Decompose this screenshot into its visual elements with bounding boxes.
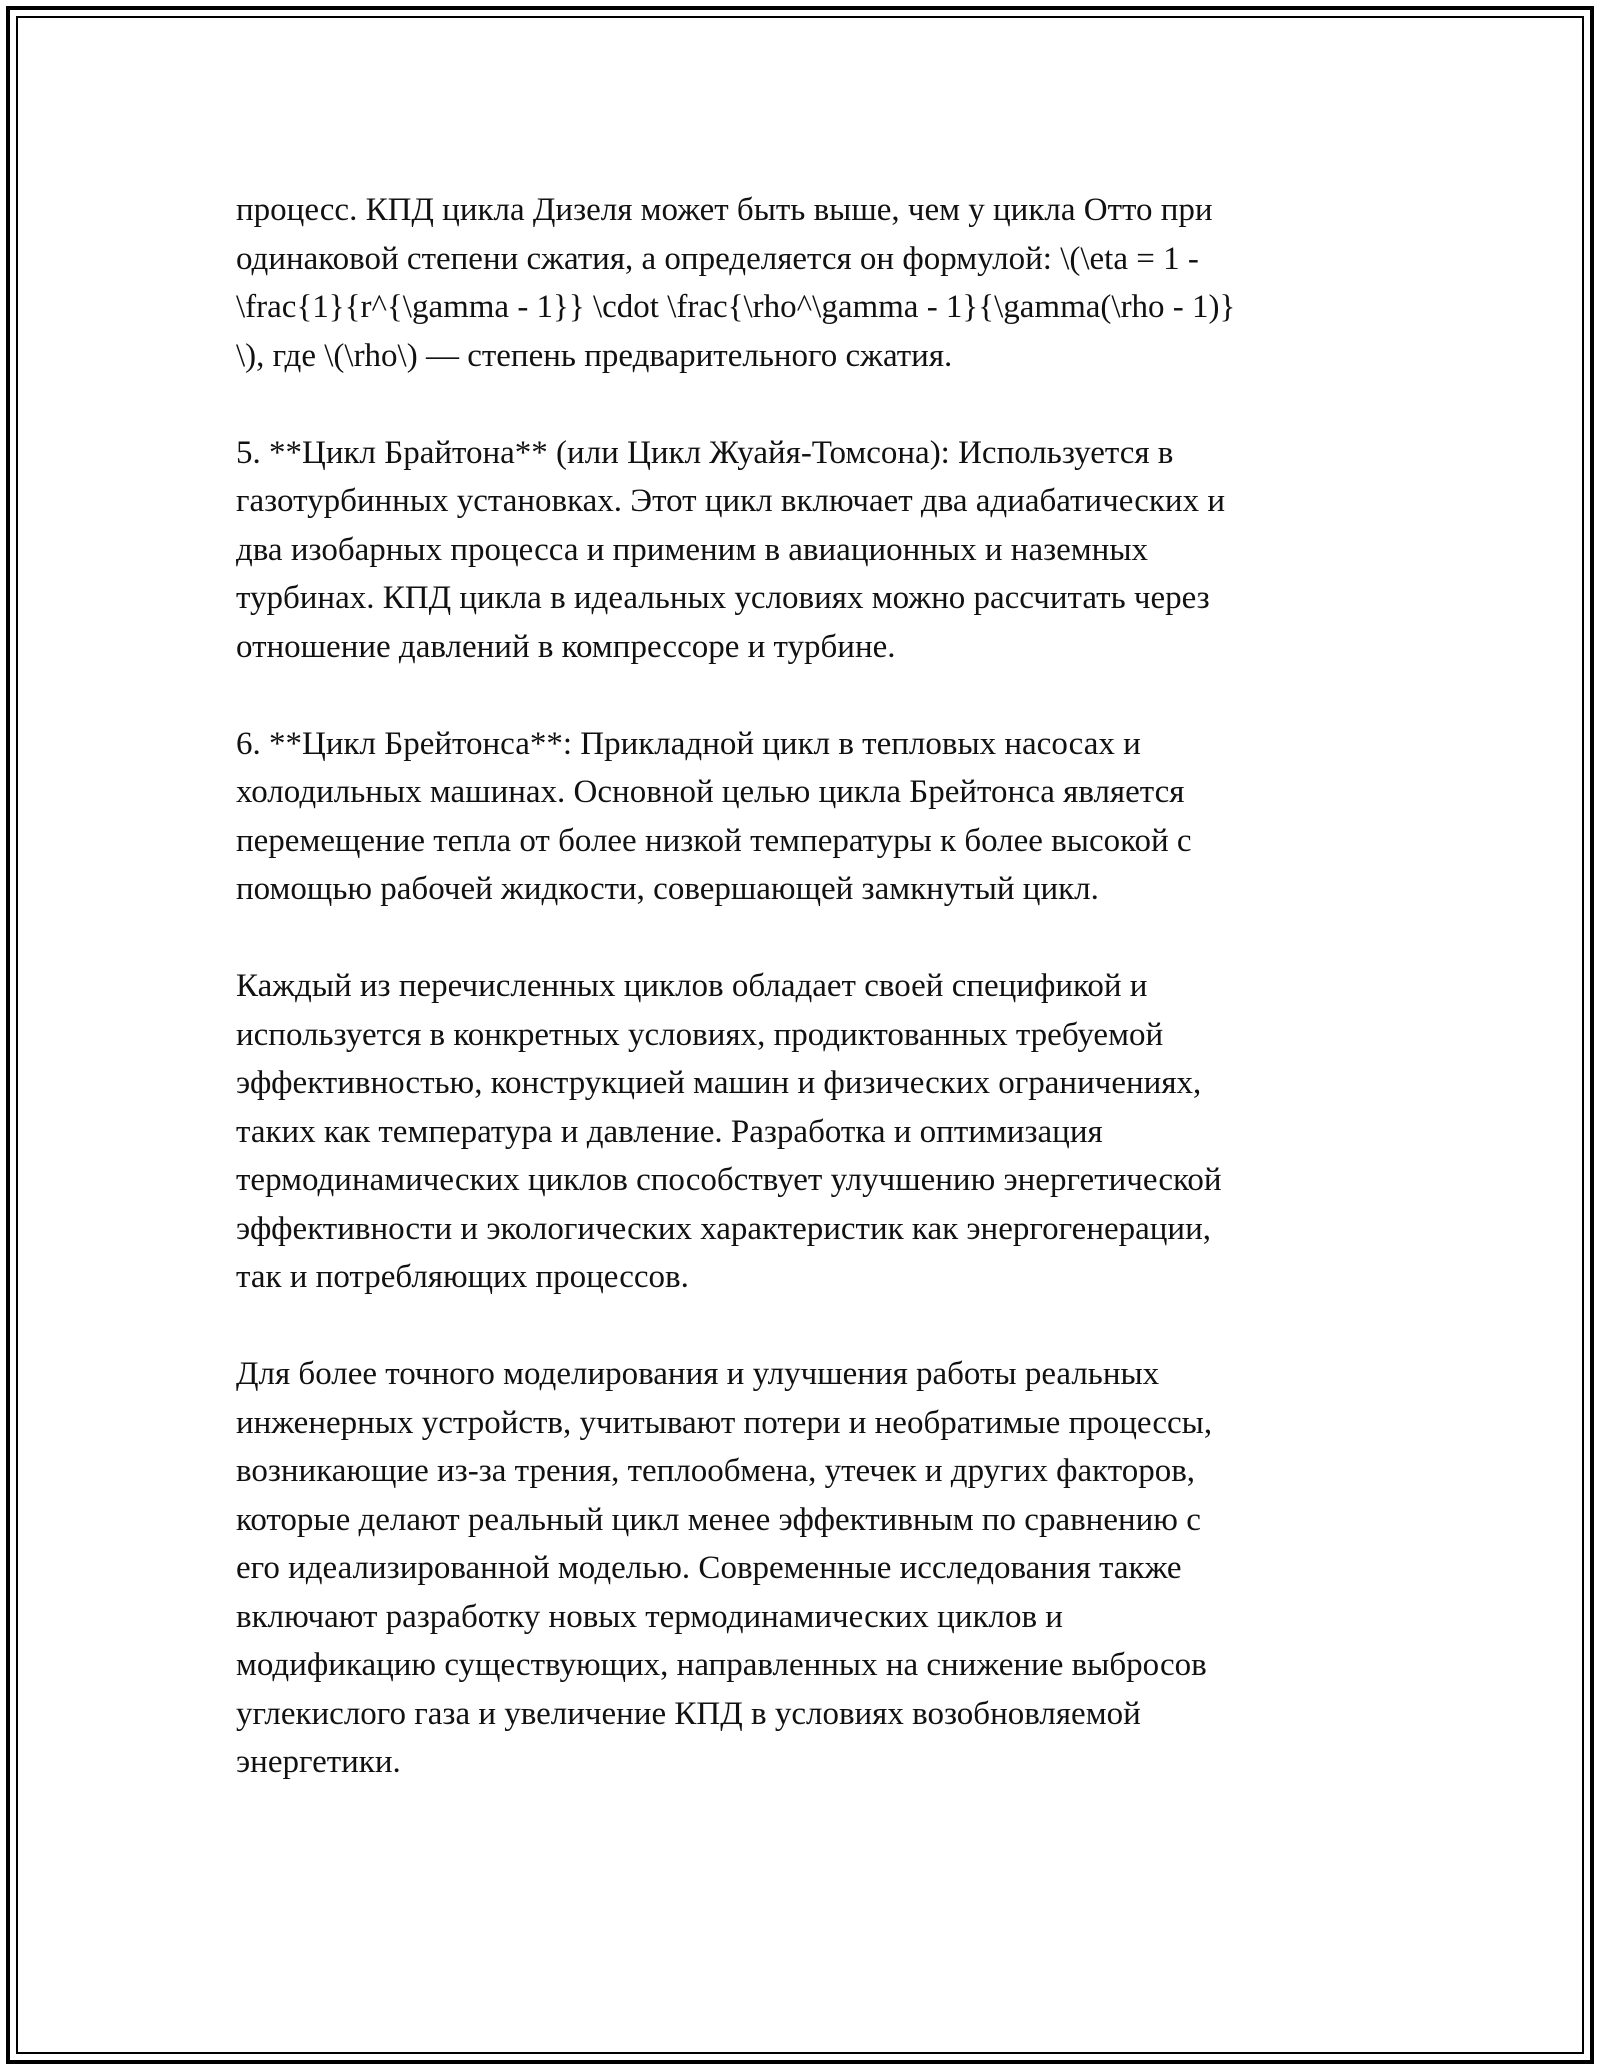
paragraph-diesel-cycle-end: процесс. КПД цикла Дизеля может быть выше, чем у цикла Отто при одинаковой степени сжатия, а определяется он формулой: \(\eta = 1 - \frac{1}{r^{\gamma - 1}} \cdot \frac{\rho^\gamma - 1}{\gamma(\rho - 1)} \), где \(\rho\) — степень предварительного сжатия. bbox=[236, 192, 1236, 374]
paragraph-real-cycles: Для более точного моделирования и улучшения работы реальных инженерных устройств, учитывают потери и необратимые процессы, возникающие из-за трения, теплообмена, утечек и других факторов, которые делают реальный цикл менее эффективным по сравнению с его идеализированной моделью. Современные исследования также включают разработку новых термодинамических циклов и модификацию существующих, направленных на снижение выбросов углекислого газа и увеличение КПД в условиях возобновляемой энергетики. bbox=[236, 1356, 1213, 1780]
paragraph-brayton-cycle: 5. **Цикл Брайтона** (или Цикл Жуайя-Томсона): Используется в газотурбинных установках. Этот цикл включает два адиабатических и два изобарных процесса и применим в авиационных и наземных турбинах. КПД цикла в идеальных условиях можно рассчитать через отношение давлений в компрессоре и турбине. bbox=[236, 434, 1225, 665]
paragraph-breytons-cycle: 6. **Цикл Брейтонса**: Прикладной цикл в тепловых насосах и холодильных машинах. Основной целью цикла Брейтонса является перемещение тепла от более низкой температуры к более высокой с помощью рабочей жидкости, совершающей замкнутый цикл. bbox=[236, 725, 1192, 907]
document-body bbox=[236, 186, 1376, 1835]
paragraph-cycles-summary: Каждый из перечисленных циклов обладает своей спецификой и используется в конкретных условиях, продиктованных требуемой эффективностью, конструкцией машин и физических ограничениях, таких как температура и давление. Разработка и оптимизация термодинамических циклов способствует улучшению энергетической эффективности и экологических характеристик как энергогенерации, так и потребляющих процессов. bbox=[236, 968, 1222, 1295]
